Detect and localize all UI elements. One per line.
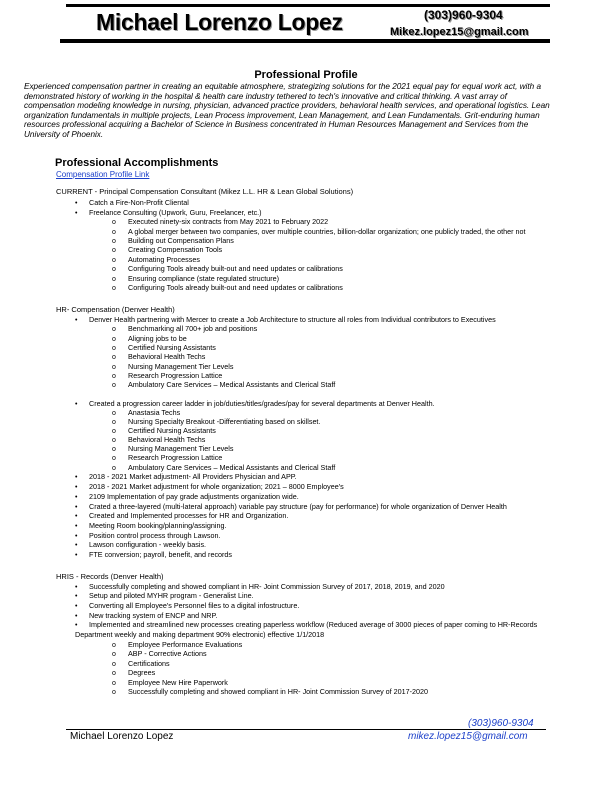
sub-list-item: o Ambulatory Care Services – Medical Assistants and Clerical Staff (112, 463, 336, 472)
list-item: • Implemented and streamlined new processes creating paperless workflow (Reduced average of 3000 pieces of paper coming to HR-Records Department weekly and making department 90% electronic) effective 1/1/2018 (75, 620, 538, 640)
section-heading-hris: HRIS - Records (Denver Health) (56, 572, 164, 581)
sub-list-item: o Research Progression Lattice (112, 371, 223, 380)
list-item: • FTE conversion; payroll, benefit, and records (75, 550, 233, 559)
footer-name: Michael Lorenzo Lopez (70, 731, 174, 742)
list-item: • 2018 - 2021 Market adjustment for whole organization; 2021 – 8000 Employee's (75, 482, 344, 491)
header-email[interactable]: Mikez.lopez15@gmail.com (390, 26, 529, 38)
list-item: • Catch a Fire-Non-Profit Cliental (75, 198, 189, 207)
sub-list-item: o Configuring Tools already built-out and need updates or calibrations (112, 264, 343, 273)
sub-list-item: o Successfully completing and showed compliant in HR- Joint Commission Survey of 2017-2020 (112, 687, 429, 696)
sub-list-item: o Employee New Hire Paperwork (112, 678, 228, 687)
list-item: • Converting all Employee's Personnel files to a digital infostructure. (75, 601, 300, 610)
sub-list-item: o Nursing Specialty Breakout -Differentiating based on skillset. (112, 417, 321, 426)
accomplishments-heading: Professional Accomplishments (55, 157, 219, 169)
profile-heading: Professional Profile (254, 69, 358, 81)
sub-list-item: o Nursing Management Tier Levels (112, 444, 234, 453)
list-item: • Meeting Room booking/planning/assigning. (75, 521, 227, 530)
sub-list-item: o Building out Compensation Plans (112, 236, 234, 245)
header-bottom-rule (60, 39, 550, 43)
sub-list-item: o Degrees (112, 668, 156, 677)
sub-list-item: o Benchmarking all 700+ job and positions (112, 324, 258, 333)
sub-list-item: o Certifications (112, 659, 170, 668)
list-item: • Created a progression career ladder in job/duties/titles/grades/pay for several departments at Denver Health. (75, 399, 435, 408)
sub-list-item: o Anastasia Techs (112, 408, 181, 417)
footer-phone: (303)960-9304 (468, 718, 534, 729)
sub-list-item: o A global merger between two companies, over multiple countries, billion-dollar organization; one publicly traded, the other not (112, 227, 526, 236)
list-item: • 2109 Implementation of pay grade adjustments organization wide. (75, 492, 299, 501)
sub-list-item: o Executed ninety-six contracts from May 2021 to February 2022 (112, 217, 329, 226)
footer-rule (66, 729, 546, 730)
sub-list-item: o Automating Processes (112, 255, 200, 264)
sub-list-item: o Creating Compensation Tools (112, 245, 223, 254)
list-item: • Position control process through Lawson. (75, 531, 221, 540)
sub-list-item: o Employee Performance Evaluations (112, 640, 243, 649)
sub-list-item: o Aligning jobs to be (112, 334, 187, 343)
list-item: • Denver Health partnering with Mercer to create a Job Architecture to structure all roles from Individual contributors to Executives (75, 315, 496, 324)
sub-list-item: o Ensuring compliance (state regulated structure) (112, 274, 280, 283)
sub-list-item: o Behavioral Health Techs (112, 435, 206, 444)
resume-name: Michael Lorenzo Lopez (96, 9, 343, 35)
compensation-profile-link[interactable]: Compensation Profile Link (56, 170, 150, 179)
header-top-rule (66, 4, 550, 7)
list-item: • Crated a three-layered (multi-lateral approach) variable pay structure (pay for performance) for whole organization of Denver Health (75, 502, 507, 511)
list-item: • New tracking system of ENCP and NRP. (75, 611, 218, 620)
list-item: • Lawson configuration - weekly basis. (75, 540, 207, 549)
sub-list-item: o Ambulatory Care Services – Medical Assistants and Clerical Staff (112, 380, 336, 389)
sub-list-item: o Configuring Tools already built-out and need updates or calibrations (112, 283, 343, 292)
list-item: • Successfully completing and showed compliant in HR- Joint Commission Survey of 2017, 2018, 2019, and 2020 (75, 582, 445, 591)
list-item: • Setup and piloted MYHR program - Generalist Line. (75, 591, 254, 600)
sub-list-item: o Certified Nursing Assistants (112, 426, 216, 435)
sub-list-item: o Certified Nursing Assistants (112, 343, 216, 352)
list-item: • Freelance Consulting (Upwork, Guru, Freelancer, etc.) (75, 208, 262, 217)
sub-list-item: o Research Progression Lattice (112, 453, 223, 462)
footer-email[interactable]: mikez.lopez15@gmail.com (408, 731, 528, 742)
section-heading-compensation: HR- Compensation (Denver Health) (56, 305, 175, 314)
section-heading-current: CURRENT - Principal Compensation Consultant (Mikez L.L. HR & Lean Global Solutions) (56, 187, 354, 196)
sub-list-item: o Nursing Management Tier Levels (112, 362, 234, 371)
header-phone: (303)960-9304 (424, 8, 503, 22)
sub-list-item: o Behavioral Health Techs (112, 352, 206, 361)
profile-summary: Experienced compensation partner in creating an equitable atmosphere, strategizing solutions for the 2021 equal pay for equal work act, with a demonstrated history of working in the hospital & health care industry tethered to tech's innovative and critical thinking. A vast array of compensation modeling knowledge in nursing, physician, advanced practice providers, behavioral health services, and operational logistics. Lean organization fundamentals in multiple projects, Lean Process improvement, Lean Management, and Lean Fundamentals. Grit-enduring human resources professional acquiring a Bachelor of Science in Business concentrated in Human Resources Management and Services from the University of Phoenix. (24, 82, 550, 139)
list-item: • 2018 - 2021 Market adjustment- All Providers Physician and APP. (75, 472, 297, 481)
sub-list-item: o ABP - Corrective Actions (112, 649, 207, 658)
list-item: • Created and Implemented processes for HR and Organization. (75, 511, 289, 520)
